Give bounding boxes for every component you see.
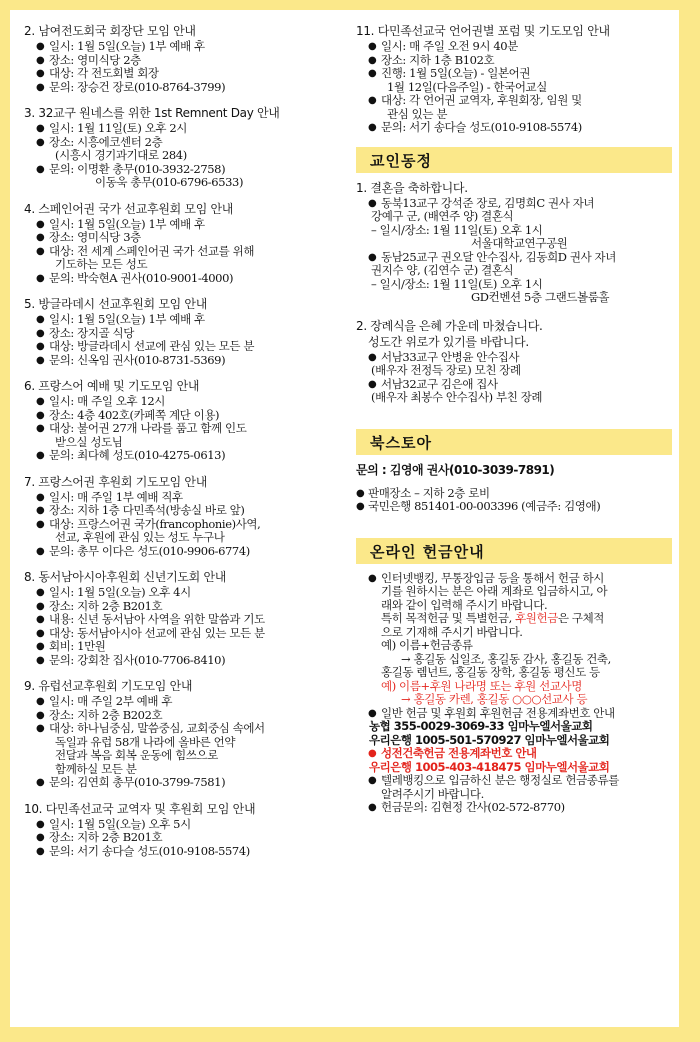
online-p2c: 으로 기재해 주시기 바랍니다. (381, 624, 523, 639)
news-header (356, 147, 672, 173)
online-telebanking (356, 774, 672, 801)
notice-item-text: 문의: 총무 이다은 성도(010-9906-6774) (49, 543, 250, 558)
notice-item (24, 340, 342, 354)
notice-title: 2. 남여전도회국 회장단 모임 안내 (24, 24, 196, 38)
online-p2b: 은 구체적 (557, 611, 605, 625)
notice-item-text: 대상: 방글라데시 선교에 관심 있는 모든 분 (49, 339, 255, 353)
notice-item (24, 709, 342, 723)
funeral-text: 서남33교구 안병윤 안수집사 (381, 349, 520, 364)
online-ex4: 예) 이름+후원 나라명 또는 후원 선교사명 (381, 678, 582, 693)
notice-item (24, 613, 342, 627)
notice-item (24, 504, 342, 518)
online-acc-title: 일반 헌금 및 후원회 후원헌금 전용계좌번호 안내 (381, 705, 615, 720)
online-building (356, 747, 672, 774)
funeral-item (356, 378, 672, 405)
notice-title: 9. 유럽선교후원회 기도모임 안내 (24, 679, 193, 693)
bulletin-page (10, 10, 679, 1027)
notice-item-text: 일시: 매 주일 1부 예배 직후 (49, 489, 183, 504)
notice-item-text: 문의: 김연희 총무(010-3799-7581) (49, 775, 226, 789)
notice-item-text: 일시: 1월 11일(토) 오후 2시 (49, 121, 188, 135)
notice-item (24, 545, 342, 559)
notice-item (24, 136, 342, 163)
notice-item (24, 422, 342, 449)
notice-item-cont: 1월 12일(다음주일) - 한국어교실 (387, 79, 547, 94)
books-list (356, 487, 672, 514)
online-contact-text: 헌금문의: 김현정 간사(02-572-8770) (381, 800, 565, 814)
notice-title: 6. 프랑스어 예배 및 기도모임 안내 (24, 379, 200, 393)
notice-title: 11. 다민족선교국 언어권별 포럼 및 기도모임 안내 (356, 24, 610, 38)
online-p2: 특히 목적헌금 및 특별헌금, (381, 611, 516, 625)
notice-item-text: 대상: 동서남아시아 선교에 관심 있는 모든 분 (49, 625, 265, 640)
notice-list (24, 40, 342, 94)
wedding-list (356, 197, 672, 305)
notice-list (24, 122, 342, 190)
notice-section (24, 679, 342, 790)
building-title: 성전건축헌금 전용계좌번호 안내 (381, 746, 537, 760)
books-item-text: 국민은행 851401-00-003396 (예금주: 김영애) (368, 499, 601, 513)
online-p1b: 기를 원하시는 분은 아래 계좌로 입금하시고, 아 (381, 584, 608, 598)
notice-item-text: 대상: 각 언어권 교역자, 후원회장, 임원 및 (381, 93, 582, 107)
tel2: 알려주시기 바랍니다. (381, 786, 484, 801)
notice-item-text: 대상: 각 전도회별 회장 (49, 66, 159, 80)
online-p1c: 래와 같이 입력해 주시기 바랍니다. (381, 597, 548, 612)
notice-section (24, 297, 342, 367)
notice-item (24, 409, 342, 423)
notice-item (24, 449, 342, 463)
notice-title: 7. 프랑스어권 후원회 기도모임 안내 (24, 474, 207, 489)
notice-section (24, 24, 342, 94)
notice-item (24, 354, 342, 368)
online-intro (356, 572, 672, 707)
notice-list (24, 818, 342, 859)
notice-item-cont: 관심 있는 분 (387, 106, 448, 121)
notice-item-text: 문의: 강회찬 집사(010-7706-8410) (49, 652, 226, 667)
online-list (356, 572, 672, 815)
wedding-datetime: – 일시/장소: 1월 11일(토) 오후 1시 (371, 222, 543, 237)
online-ex3: 홍길동 렘넌트, 홍길동 장학, 홍길동 평신도 등 (381, 665, 600, 679)
notice-item-text: 진행: 1월 5일(오늘) - 일본어권 (381, 66, 531, 80)
notice-title: 10. 다민족선교국 교역자 및 후원회 모임 안내 (24, 801, 256, 816)
notice-item-text: 회비: 1만원 (49, 639, 106, 653)
notice-list (24, 491, 342, 559)
notice-item-text: 일시: 1월 5일(오늘) 오후 4시 (49, 585, 191, 599)
online-ex2: → 홍길동 십일조, 홍길동 감사, 홍길동 건축, (401, 651, 611, 666)
notice-item (24, 845, 342, 859)
notice-item-cont: 전달과 복음 회복 운동에 힘쓰으로 (55, 748, 218, 762)
notice-item-text: 일시: 매 주일 오후 12시 (49, 394, 166, 408)
wedding-place: 서울대학교연구공원 (471, 236, 568, 250)
notice-item-text: 일시: 1월 5일(오늘) 1부 예배 후 (49, 312, 205, 326)
notice-item-text: 장소: 지하 2층 B201호 (49, 830, 163, 844)
notice-list (24, 218, 342, 286)
notice-item (24, 272, 342, 286)
notice-item-text: 일시: 매 주일 2부 예배 후 (49, 694, 173, 708)
right-column (356, 24, 672, 815)
notice-item-text: 장소: 4층 402호(카페쪽 계단 이용) (49, 407, 220, 422)
notice-item-text: 대상: 프랑스어권 국가(francophonie)사역, (49, 516, 261, 531)
notice-item-text: 일시: 매 주일 오전 9시 40분 (381, 39, 518, 53)
notice-item (24, 40, 342, 54)
notice-item-text: 장소: 장지골 식당 (49, 325, 134, 340)
left-column (24, 24, 342, 870)
notice-item (24, 695, 342, 709)
notice-item (356, 121, 672, 135)
notice-item-cont: 이동욱 총무(010-6796-6533) (95, 175, 244, 189)
notice-section (24, 570, 342, 667)
notice-item (24, 122, 342, 136)
notice-section (356, 24, 672, 135)
wedding-title: 1. 결혼을 축하합니다. (356, 180, 468, 195)
account-woori-2: 우리은행 1005-403-418475 임마누엘서울교회 (369, 759, 610, 774)
funeral-text: 서남32교구 김은애 집사 (381, 376, 498, 391)
notice-item (24, 627, 342, 641)
wedding-place: GD컨벤션 5층 그랜드볼룸홀 (471, 290, 610, 304)
notice-section (24, 106, 342, 190)
wedding-text: 동남25교구 권오달 안수집사, 김동희D 권사 자녀 (381, 249, 616, 264)
funeral-item (356, 351, 672, 378)
notice-11 (356, 24, 672, 135)
notice-item (356, 40, 672, 54)
notice-item-text: 문의: 신옥임 권사(010-8731-5369) (49, 352, 226, 367)
wedding-datetime: – 일시/장소: 1월 11일(토) 오후 1시 (371, 276, 543, 291)
notice-section (24, 475, 342, 559)
notice-item (24, 640, 342, 654)
online-header (356, 538, 672, 564)
notice-item (24, 163, 342, 190)
notice-item (24, 218, 342, 232)
notice-item-text: 장소: 영미식당 3층 (49, 230, 141, 244)
online-ex5: → 홍길동 카렌, 홍길동 ○○○선교사 등 (401, 692, 588, 706)
notice-item (24, 586, 342, 600)
notice-item-text: 문의: 이명환 총무(010-3932-2758) (49, 161, 226, 176)
notice-title: 5. 방글라데시 선교후원회 모임 안내 (24, 297, 207, 311)
notice-list (356, 40, 672, 135)
notice-item (24, 831, 342, 845)
notice-item-text: 장소: 영미식당 2층 (49, 52, 141, 67)
news-header-title: 교인동정 (370, 151, 432, 170)
notice-item-text: 장소: 지하 1층 B102호 (381, 52, 495, 67)
wedding-item (356, 251, 672, 305)
notice-item (24, 395, 342, 409)
notice-item (24, 54, 342, 68)
online-p2-red: 후원헌금 (515, 611, 558, 625)
notice-item-text: 문의: 장승건 장로(010-8764-3799) (49, 79, 226, 94)
funeral-list (356, 351, 672, 405)
notice-item (356, 94, 672, 121)
funeral-detail: (배우자 전정득 장로) 모친 장례 (371, 363, 521, 377)
notice-title: 8. 동서남아시아후원회 신년기도회 안내 (24, 570, 227, 584)
notice-item-cont: 함께하실 모든 분 (55, 761, 137, 776)
funeral-subtitle: 성도간 위로가 있기를 바랍니다. (368, 334, 529, 349)
notice-item-text: 일시: 1월 5일(오늘) 오후 5시 (49, 816, 191, 831)
online-p1: 인터넷뱅킹, 무통장입금 등을 통해서 헌금 하시 (381, 570, 605, 585)
notice-item-text: 문의: 최다혜 성도(010-4275-0613) (49, 448, 226, 462)
notice-item (24, 722, 342, 776)
notice-list (24, 313, 342, 367)
notice-item-text: 대상: 불어권 27개 나라를 품고 함께 인도 (49, 421, 247, 435)
notice-item-cont: 독일과 유럽 58개 나라에 올바른 언약 (55, 734, 236, 749)
notice-item-cont: 기도하는 모든 성도 (55, 257, 148, 271)
notice-item (24, 245, 342, 272)
notice-item (24, 81, 342, 95)
funeral-detail: (배우자 최봉수 안수집사) 부친 장례 (371, 390, 543, 404)
notice-item-cont: 받으실 성도님 (55, 434, 123, 449)
books-item-text: 판매장소 – 지하 2층 로비 (368, 485, 490, 500)
wedding-item (356, 197, 672, 251)
wedding-text: 동북13교구 강석준 장로, 김명희C 권사 자녀 (381, 195, 595, 210)
notice-item-text: 대상: 하나님중심, 말씀중심, 교회중심 속에서 (49, 721, 265, 735)
online-header-title: 온라인 헌금안내 (370, 542, 485, 561)
wedding-names: 강예구 군, (배연주 양) 결혼식 (371, 209, 514, 223)
account-nonghyup: 농협 355-0029-3069-33 임마누엘서울교회 (369, 719, 593, 733)
notice-item-text: 장소: 지하 2층 B201호 (49, 598, 163, 613)
notice-item-text: 내용: 신년 동서남아 사역을 위한 말씀과 기도 (49, 612, 265, 626)
notice-item (356, 67, 672, 94)
notice-item (24, 518, 342, 545)
funeral-title: 2. 장례식을 은혜 가운데 마쳤습니다. (356, 318, 543, 333)
account-woori-1: 우리은행 1005-501-570927 임마누엘서울교회 (369, 732, 610, 747)
notice-list (24, 395, 342, 463)
notice-item (356, 54, 672, 68)
online-ex1: 예) 이름+헌금종류 (381, 638, 473, 652)
wedding-names: 권지수 양, (김연수 군) 결혼식 (371, 263, 514, 277)
books-header (356, 429, 672, 455)
notice-item-text: 문의: 서기 송다슬 성도(010-9108-5574) (49, 843, 250, 858)
notice-item-text: 일시: 1월 5일(오늘) 1부 예배 후 (49, 216, 205, 231)
books-contact: 문의 : 김영애 권사(010-3039-7891) (356, 462, 555, 477)
notice-item (24, 491, 342, 505)
notice-item (24, 327, 342, 341)
notice-item (24, 600, 342, 614)
online-accounts (356, 707, 672, 748)
notice-item (24, 67, 342, 81)
notice-item (24, 654, 342, 668)
notice-item-text: 문의: 서기 송다슬 성도(010-9108-5574) (381, 120, 582, 134)
notice-item (24, 818, 342, 832)
notice-item (24, 776, 342, 790)
notice-section (24, 802, 342, 859)
notice-item (24, 231, 342, 245)
books-item (356, 487, 672, 501)
notice-item-text: 장소: 지하 2층 B202호 (49, 707, 163, 722)
notice-item-cont: 선교, 후원에 관심 있는 성도 누구나 (55, 530, 225, 544)
notice-item-text: 장소: 지하 1층 다민족석(방송실 바로 앞) (49, 503, 245, 517)
notice-item-cont: (시흥시 경기과기대로 284) (55, 148, 187, 162)
notice-title: 3. 32교구 원네스를 위한 1st Remnent Day 안내 (24, 106, 280, 120)
notice-title: 4. 스페인어권 국가 선교후원회 모임 안내 (24, 201, 234, 216)
notice-item-text: 장소: 시흥에코센터 2층 (49, 134, 163, 149)
notice-section (24, 202, 342, 286)
notice-item-text: 대상: 전 세계 스페인어권 국가 선교를 위해 (49, 243, 255, 258)
tel1: 텔레뱅킹으로 입금하신 분은 행정실로 헌금종류를 (381, 773, 619, 787)
books-item (356, 500, 672, 514)
online-contact (356, 801, 672, 815)
notice-item-text: 일시: 1월 5일(오늘) 1부 예배 후 (49, 39, 205, 53)
notice-list (24, 586, 342, 667)
notice-item-text: 문의: 박숙현A 권사(010-9001-4000) (49, 270, 234, 285)
notice-list (24, 695, 342, 790)
notice-item (24, 313, 342, 327)
notice-section (24, 379, 342, 463)
books-header-title: 북스토아 (370, 433, 432, 452)
